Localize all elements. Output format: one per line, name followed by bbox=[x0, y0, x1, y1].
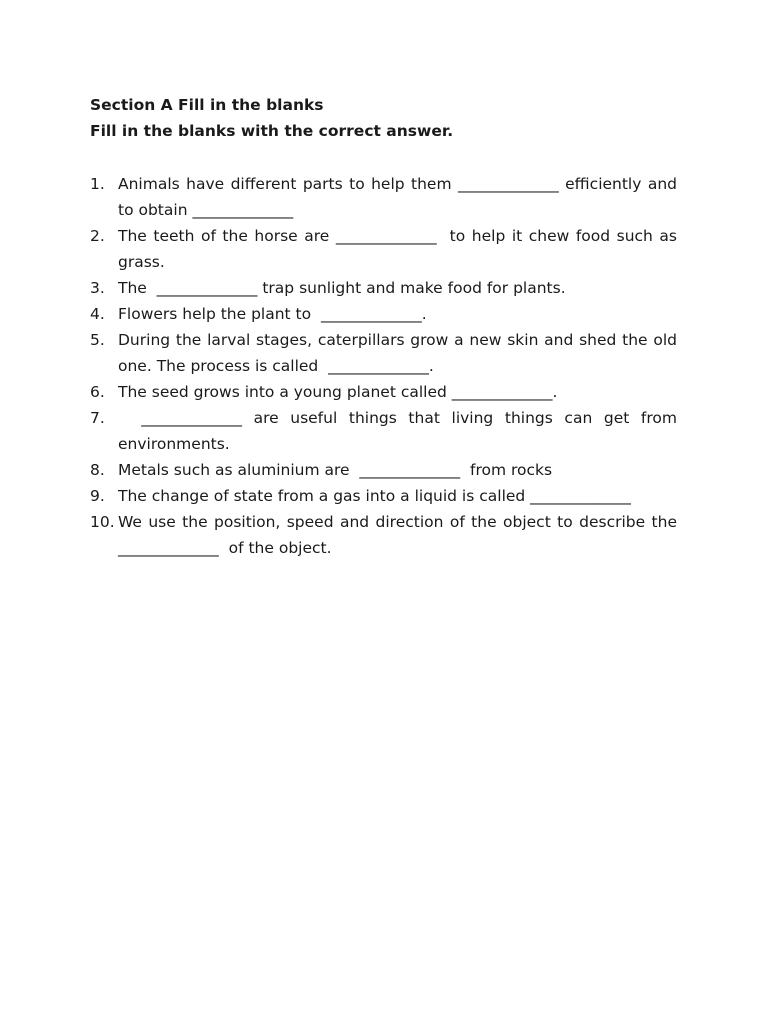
question-text: Animals have different parts to help them _____________ efficiently and to obtain _____________ bbox=[118, 175, 682, 219]
question-text: Flowers help the plant to _____________. bbox=[118, 305, 427, 323]
question-text: The seed grows into a young planet called _____________. bbox=[118, 383, 558, 401]
question-text: The teeth of the horse are _____________ to help it chew food such as grass. bbox=[118, 227, 682, 271]
question-number: 2. bbox=[90, 227, 105, 245]
question-number: 7. bbox=[90, 409, 105, 427]
question-list bbox=[90, 171, 687, 561]
question-text: _____________ are useful things that living things can get from environments. bbox=[118, 409, 682, 453]
section-instruction: Fill in the blanks with the correct answer. bbox=[90, 122, 454, 140]
question-text: We use the position, speed and direction of the object to describe the _____________ of the object. bbox=[118, 513, 687, 557]
question-item bbox=[90, 223, 682, 275]
question-number: 1. bbox=[90, 175, 105, 193]
question-item bbox=[90, 327, 682, 379]
question-number: 9. bbox=[90, 487, 105, 505]
question-number: 6. bbox=[90, 383, 105, 401]
question-item bbox=[90, 405, 682, 457]
question-text: The _____________ trap sunlight and make food for plants. bbox=[118, 279, 566, 297]
question-number: 3. bbox=[90, 279, 105, 297]
question-item bbox=[90, 457, 677, 483]
section-title: Section A Fill in the blanks bbox=[90, 96, 324, 114]
question-item bbox=[90, 171, 682, 223]
question-item bbox=[90, 483, 677, 509]
question-item bbox=[90, 379, 677, 405]
question-number: 4. bbox=[90, 305, 105, 323]
question-item bbox=[90, 275, 677, 301]
question-item bbox=[90, 301, 677, 327]
question-number: 10. bbox=[90, 513, 115, 531]
question-item bbox=[90, 509, 687, 561]
worksheet bbox=[90, 92, 687, 557]
question-number: 8. bbox=[90, 461, 105, 479]
question-number: 5. bbox=[90, 331, 105, 349]
question-text: Metals such as aluminium are _____________ from rocks bbox=[118, 461, 553, 479]
question-text: The change of state from a gas into a liquid is called _____________ bbox=[118, 487, 631, 505]
question-text: During the larval stages, caterpillars grow a new skin and shed the old one. The process is called _____________. bbox=[118, 331, 682, 375]
